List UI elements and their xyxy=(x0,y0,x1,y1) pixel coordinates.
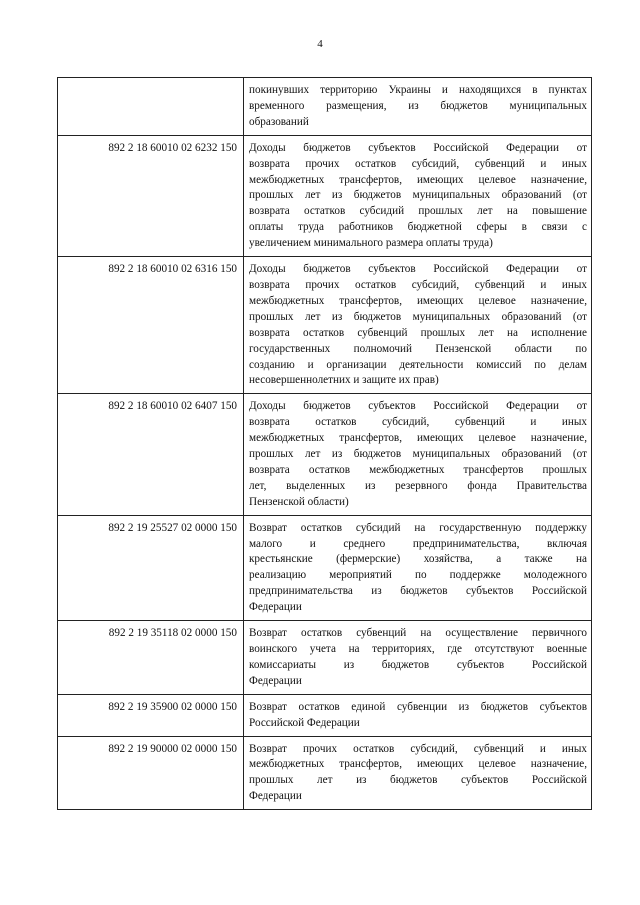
revenue-description xyxy=(244,694,592,736)
revenue-description xyxy=(244,394,592,515)
classification-code: 892 2 19 25527 02 0000 150 xyxy=(58,515,244,620)
description-line: Федерации xyxy=(249,790,302,803)
description-line: предпринимательства из бюджетов субъектов Российской xyxy=(249,585,587,598)
description-line: государственных полномочий Пензенской области по xyxy=(249,342,587,355)
description-line: комиссариаты из бюджетов субъектов Российской xyxy=(249,658,587,671)
description-line: Возврат прочих остатков субсидий, субвенций и иных xyxy=(249,742,587,755)
description-line: возврата прочих остатков субсидий, субвенций и иных xyxy=(249,157,587,170)
description-line: лет, выделенных из резервного фонда Правительства xyxy=(249,479,587,492)
description-line: оплаты труда работников бюджетной сферы в связи с xyxy=(249,221,587,234)
description-line: воинского учета на территориях, где отсутствуют военные xyxy=(249,643,587,655)
description-line: возврата прочих остатков субсидий, субвенций и иных xyxy=(249,278,587,291)
description-line: Пензенской области) xyxy=(249,495,349,508)
classification-code: 892 2 18 60010 02 6232 150 xyxy=(58,135,244,256)
description-line: Доходы бюджетов субъектов Российской Федерации от xyxy=(249,400,587,413)
description-line: прошлых лет из бюджетов муниципальных образований (от xyxy=(249,448,587,461)
description-line: возврата остатков субвенций прошлых лет на исполнение xyxy=(249,326,587,339)
description-line: возврата остатков субсидий прошлых лет на повышение xyxy=(249,205,587,218)
classification-code: 892 2 19 35900 02 0000 150 xyxy=(58,694,244,736)
revenue-description xyxy=(244,736,592,810)
description-line: созданию и организации деятельности комиссий по делам xyxy=(249,358,587,371)
revenue-description xyxy=(244,621,592,695)
description-line: межбюджетных трансфертов, имеющих целевое назначение, xyxy=(249,294,587,307)
table-row xyxy=(58,135,592,256)
description-line: крестьянские (фермерские) хозяйства, а также на xyxy=(249,553,587,566)
description-line: межбюджетных трансфертов, имеющих целевое назначение, xyxy=(249,432,587,445)
classification-code: 892 2 19 35118 02 0000 150 xyxy=(58,621,244,695)
table-row xyxy=(58,621,592,695)
description-line: временного размещения, из бюджетов муниципальных xyxy=(249,99,587,112)
table-row xyxy=(58,78,592,136)
description-line: Российской Федерации xyxy=(249,716,360,729)
description-line: возврата остатков субсидий, субвенций и иных xyxy=(249,416,587,429)
table-row xyxy=(58,694,592,736)
description-line: реализацию мероприятий по поддержке молодежного xyxy=(249,569,587,582)
description-line: прошлых лет из бюджетов муниципальных образований (от xyxy=(249,310,587,323)
description-line: Возврат остатков субсидий на государственную поддержку xyxy=(249,521,587,534)
classification-code xyxy=(58,78,244,136)
description-line: Федерации xyxy=(249,674,302,687)
description-line: несовершеннолетних и защите их прав) xyxy=(249,374,439,387)
description-line: возврата остатков межбюджетных трансфертов прошлых xyxy=(249,463,587,476)
page-number: 4 xyxy=(317,38,323,50)
description-line: прошлых лет из бюджетов субъектов Российской xyxy=(249,774,587,787)
table-row xyxy=(58,515,592,620)
revenue-description xyxy=(244,257,592,394)
description-line: Доходы бюджетов субъектов Российской Федерации от xyxy=(249,141,587,154)
classification-code: 892 2 19 90000 02 0000 150 xyxy=(58,736,244,810)
description-line: межбюджетных трансфертов, имеющих целевое назначение, xyxy=(249,758,587,771)
description-line: межбюджетных трансфертов, имеющих целевое назначение, xyxy=(249,173,587,186)
table-row xyxy=(58,257,592,394)
description-line: прошлых лет из бюджетов муниципальных образований (от xyxy=(249,189,587,202)
description-line: Возврат остатков единой субвенции из бюджетов субъектов xyxy=(249,700,587,713)
revenue-description xyxy=(244,135,592,256)
description-line: покинувших территорию Украины и находящихся в пунктах xyxy=(249,84,587,96)
revenue-description xyxy=(244,78,592,136)
description-line: Федерации xyxy=(249,601,302,614)
budget-codes-table xyxy=(57,77,592,810)
description-line: увеличением минимального размера оплаты труда) xyxy=(249,237,493,250)
table-body xyxy=(58,78,592,810)
table-row xyxy=(58,394,592,515)
description-line: малого и среднего предпринимательства, включая xyxy=(249,537,587,550)
table-row xyxy=(58,736,592,810)
description-line: Доходы бюджетов субъектов Российской Федерации от xyxy=(249,263,587,276)
classification-code: 892 2 18 60010 02 6407 150 xyxy=(58,394,244,515)
description-line: Возврат остатков субвенций на осуществление первичного xyxy=(249,627,587,640)
description-line: образований xyxy=(249,115,309,128)
classification-code: 892 2 18 60010 02 6316 150 xyxy=(58,257,244,394)
revenue-description xyxy=(244,515,592,620)
